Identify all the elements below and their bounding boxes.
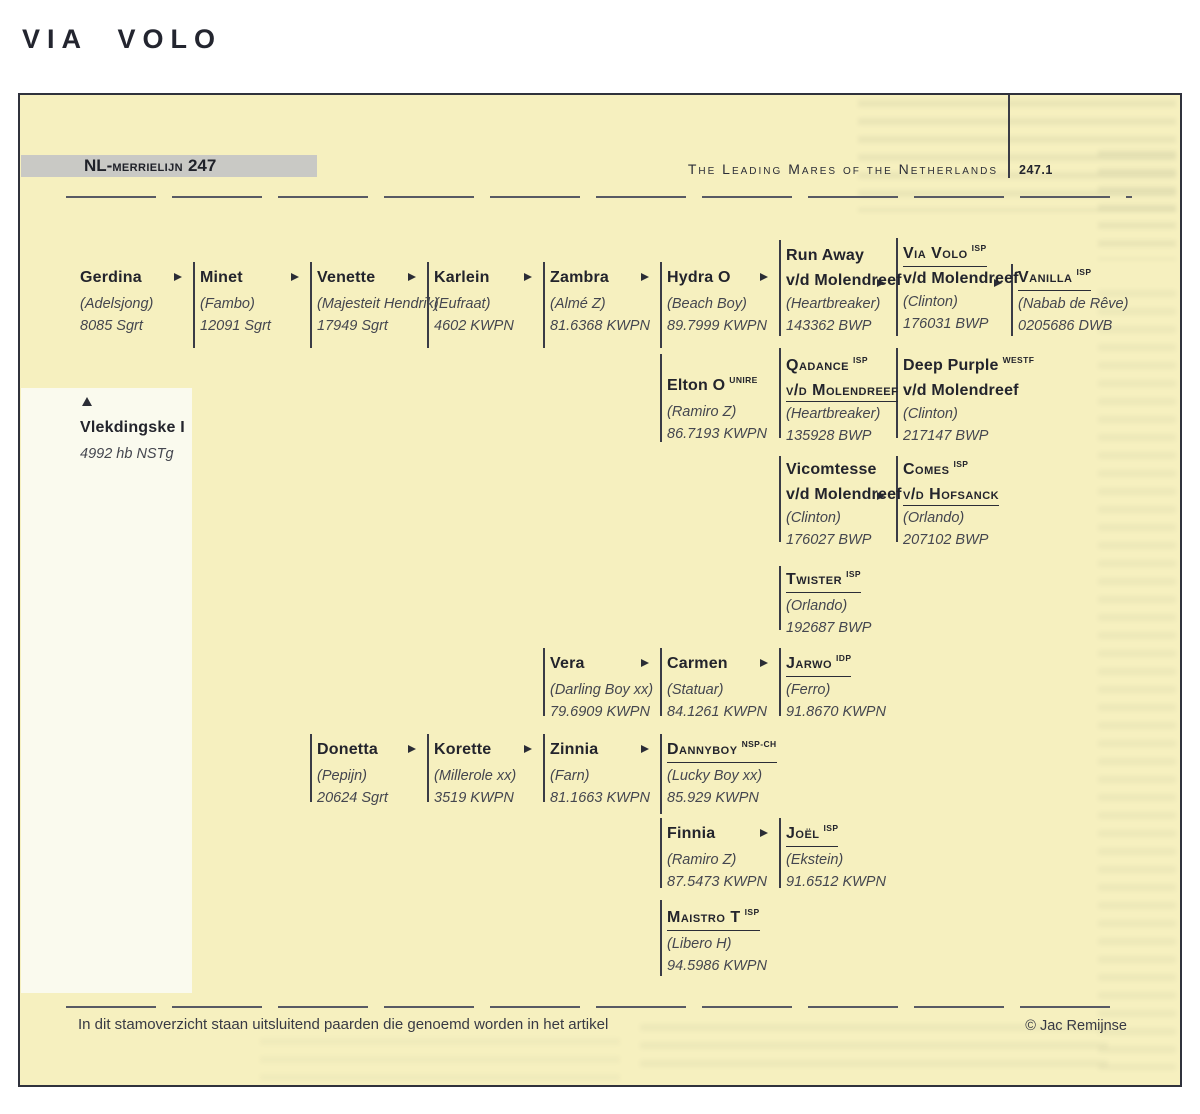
- studbook-superscript: ISP: [744, 907, 760, 917]
- horse-name: Korette: [434, 741, 492, 758]
- horse-registration: 79.6909 KWPN: [550, 704, 650, 720]
- studbook-superscript: ISP: [1076, 267, 1092, 277]
- horse-name: Vanilla: [1018, 269, 1073, 286]
- bleed-through-ghost: [260, 1038, 620, 1082]
- horse-sire: (Pepijn): [317, 768, 367, 784]
- horse-name: Deep Purple: [903, 357, 999, 374]
- horse-registration: 4992 hb NSTg: [80, 446, 174, 462]
- pedigree-node-gerdina: [80, 268, 153, 338]
- horse-sire: (Orlando): [903, 510, 965, 526]
- horse-registration: 81.6368 KWPN: [550, 318, 650, 334]
- connector-line: [193, 262, 195, 348]
- horse-registration: 20624 Sgrt: [317, 790, 388, 806]
- horse-sire: (Darling Boy xx): [550, 682, 654, 698]
- horse-name: Twister: [786, 571, 843, 588]
- series-prefix: NL-: [84, 156, 113, 175]
- studbook-superscript: ISP: [853, 355, 868, 365]
- horse-sire: (Heartbreaker): [786, 296, 881, 312]
- horse-sire: (Beach Boy): [667, 296, 747, 312]
- horse-registration: 86.7193 KWPN: [667, 426, 767, 442]
- horse-sire: (Clinton): [903, 294, 958, 310]
- horse-name: Dannyboy: [667, 741, 738, 758]
- pedigree-node-vicomtesse: [786, 460, 902, 552]
- horse-registration: 12091 Sgrt: [200, 318, 271, 334]
- horse-registration: 91.6512 KWPN: [786, 874, 886, 890]
- connector-line: [310, 734, 312, 802]
- horse-registration: 81.1663 KWPN: [550, 790, 650, 806]
- horse-registration: 176031 BWP: [903, 316, 989, 332]
- horse-name-suffix: v/d Molendreef: [786, 486, 902, 503]
- dashed-rule-bottom: [66, 1006, 1124, 1008]
- pedigree-node-carmen: [667, 654, 767, 724]
- horse-registration: 135928 BWP: [786, 428, 872, 444]
- connector-line: [779, 240, 781, 336]
- connector-line: [543, 734, 545, 802]
- link-arrow-icon: [291, 273, 299, 281]
- pedigree-node-via-volo: [903, 244, 1019, 336]
- connector-line: [779, 566, 781, 630]
- link-arrow-icon: [524, 273, 532, 281]
- horse-sire: (Ekstein): [786, 852, 844, 868]
- horse-name: Hydra O: [667, 269, 731, 286]
- horse-registration: 17949 Sgrt: [317, 318, 388, 334]
- connector-line: [779, 348, 781, 438]
- horse-sire: (Clinton): [786, 510, 841, 526]
- horse-name: Finnia: [667, 825, 716, 842]
- horse-name: Zinnia: [550, 741, 599, 758]
- horse-name: Minet: [200, 269, 243, 286]
- pedigree-node-elton-o: [667, 376, 767, 446]
- pedigree-node-donetta: [317, 740, 388, 810]
- connector-line: [660, 354, 662, 442]
- pedigree-node-run-away: [786, 246, 902, 338]
- horse-name-suffix: v/d Molendreef: [903, 382, 1019, 399]
- footnote: In dit stamoverzicht staan uitsluitend paarden die genoemd worden in het artikel: [78, 1016, 609, 1033]
- page-ref: 247.1: [1019, 163, 1053, 177]
- horse-sire: (Heartbreaker): [786, 406, 881, 422]
- series-label: [84, 156, 216, 176]
- series-name: merrielijn: [112, 158, 183, 175]
- pedigree-node-jarwo: [786, 654, 886, 724]
- connector-line: [660, 900, 662, 976]
- up-arrow-icon: [82, 397, 92, 406]
- horse-sire: (Adelsjong): [80, 296, 154, 312]
- horse-registration: 176027 BWP: [786, 532, 872, 548]
- connector-line: [660, 734, 662, 814]
- horse-name: Carmen: [667, 655, 728, 672]
- horse-sire: (Almé Z): [550, 296, 606, 312]
- horse-name: Maistro T: [667, 909, 741, 926]
- pedigree-node-qadance: [786, 356, 898, 448]
- pedigree-chart-box: [18, 93, 1182, 1087]
- horse-sire: (Eufraat): [434, 296, 491, 312]
- horse-name: Elton O: [667, 377, 726, 394]
- studbook-superscript: ISP: [971, 243, 987, 253]
- horse-name: Comes: [903, 461, 950, 478]
- horse-name: Jarwo: [786, 655, 833, 672]
- pedigree-node-karlein: [434, 268, 514, 338]
- horse-sire: (Lucky Boy xx): [667, 768, 763, 784]
- pedigree-node-finnia: [667, 824, 767, 894]
- connector-line: [779, 648, 781, 716]
- horse-name: Qadance: [786, 357, 850, 374]
- pedigree-node-twister: [786, 570, 871, 640]
- bleed-through-ghost: [1098, 290, 1176, 1070]
- connector-line: [779, 456, 781, 542]
- horse-name: Via Volo: [903, 245, 968, 262]
- pedigree-node-joel: [786, 824, 886, 894]
- horse-registration: 217147 BWP: [903, 428, 989, 444]
- horse-name: Vicomtesse: [786, 461, 877, 478]
- pedigree-node-deep-purple: [903, 356, 1034, 448]
- pedigree-node-minet: [200, 268, 271, 338]
- horse-registration: 87.5473 KWPN: [667, 874, 767, 890]
- horse-name: Vlekdingske I: [80, 419, 185, 436]
- studbook-superscript: IDP: [836, 653, 852, 663]
- chart-heading: The Leading Mares of the Netherlands: [687, 161, 998, 177]
- horse-sire: (Clinton): [903, 406, 958, 422]
- horse-registration: 85.929 KWPN: [667, 790, 759, 806]
- series-number: 247: [187, 156, 217, 175]
- horse-registration: 0205686 DWB: [1018, 318, 1113, 334]
- pedigree-node-vlekdingske: [80, 394, 185, 466]
- connector-line: [310, 262, 312, 348]
- studbook-superscript: ISP: [953, 459, 969, 469]
- horse-registration: 94.5986 KWPN: [667, 958, 767, 974]
- horse-name-suffix: v/d Molendreef: [786, 382, 898, 402]
- horse-sire: (Nabab de Rêve): [1018, 296, 1129, 312]
- link-arrow-icon: [408, 745, 416, 753]
- studbook-superscript: NSP-CH: [741, 739, 777, 749]
- pedigree-node-hydra-o: [667, 268, 767, 338]
- horse-sire: (Farn): [550, 768, 590, 784]
- pedigree-node-vanilla: [1018, 268, 1128, 338]
- studbook-superscript: ISP: [846, 569, 861, 579]
- connector-line: [660, 818, 662, 888]
- horse-name: Karlein: [434, 269, 490, 286]
- horse-name: Joël: [786, 825, 820, 842]
- horse-sire: (Orlando): [786, 598, 848, 614]
- pedigree-node-vera: [550, 654, 653, 724]
- page-title: VIA VOLO: [22, 24, 223, 54]
- connector-line: [543, 648, 545, 716]
- horse-registration: 84.1261 KWPN: [667, 704, 767, 720]
- horse-registration: 91.8670 KWPN: [786, 704, 886, 720]
- horse-registration: 192687 BWP: [786, 620, 872, 636]
- horse-registration: 4602 KWPN: [434, 318, 514, 334]
- horse-registration: 3519 KWPN: [434, 790, 514, 806]
- horse-sire: (Ferro): [786, 682, 831, 698]
- horse-name: Run Away: [786, 247, 865, 264]
- horse-name: Vera: [550, 655, 585, 672]
- horse-registration: 143362 BWP: [786, 318, 872, 334]
- horse-name: Gerdina: [80, 269, 142, 286]
- horse-registration: 207102 BWP: [903, 532, 989, 548]
- horse-sire: (Ramiro Z): [667, 404, 737, 420]
- pedigree-node-venette: [317, 268, 439, 338]
- horse-sire: (Fambo): [200, 296, 255, 312]
- horse-name: Zambra: [550, 269, 609, 286]
- horse-registration: 8085 Sgrt: [80, 318, 143, 334]
- horse-registration: 89.7999 KWPN: [667, 318, 767, 334]
- horse-sire: (Millerole xx): [434, 768, 517, 784]
- pedigree-node-maistro-t: [667, 908, 767, 978]
- pedigree-node-zambra: [550, 268, 650, 338]
- connector-line: [660, 262, 662, 348]
- horse-sire: (Statuar): [667, 682, 724, 698]
- link-arrow-icon: [174, 273, 182, 281]
- scan-light-strip: [21, 388, 192, 993]
- connector-line: [427, 734, 429, 802]
- horse-sire: (Libero H): [667, 936, 732, 952]
- connector-line: [779, 818, 781, 888]
- pedigree-node-comes: [903, 460, 999, 552]
- horse-name: Venette: [317, 269, 376, 286]
- dashed-rule-top: [66, 196, 1132, 198]
- horse-sire: (Ramiro Z): [667, 852, 737, 868]
- pedigree-node-dannyboy: [667, 740, 777, 810]
- horse-name: Donetta: [317, 741, 378, 758]
- studbook-superscript: ISP: [823, 823, 839, 833]
- horse-name-suffix: v/d Molendreef: [903, 270, 1019, 287]
- bleed-through-ghost: [1098, 150, 1176, 260]
- connector-line: [543, 262, 545, 348]
- page-ref-divider: [1008, 95, 1010, 178]
- pedigree-node-zinnia: [550, 740, 650, 810]
- horse-sire: (Majesteit Hendrik): [317, 296, 439, 312]
- studbook-superscript: UNIRE: [729, 375, 758, 385]
- connector-line: [660, 648, 662, 716]
- link-arrow-icon: [524, 745, 532, 753]
- horse-name-suffix: v/d Hofsanck: [903, 486, 999, 506]
- studbook-superscript: WESTF: [1002, 355, 1035, 365]
- pedigree-node-korette: [434, 740, 516, 810]
- copyright-credit: © Jac Remijnse: [1025, 1018, 1127, 1034]
- horse-name-suffix: v/d Molendreef: [786, 272, 902, 289]
